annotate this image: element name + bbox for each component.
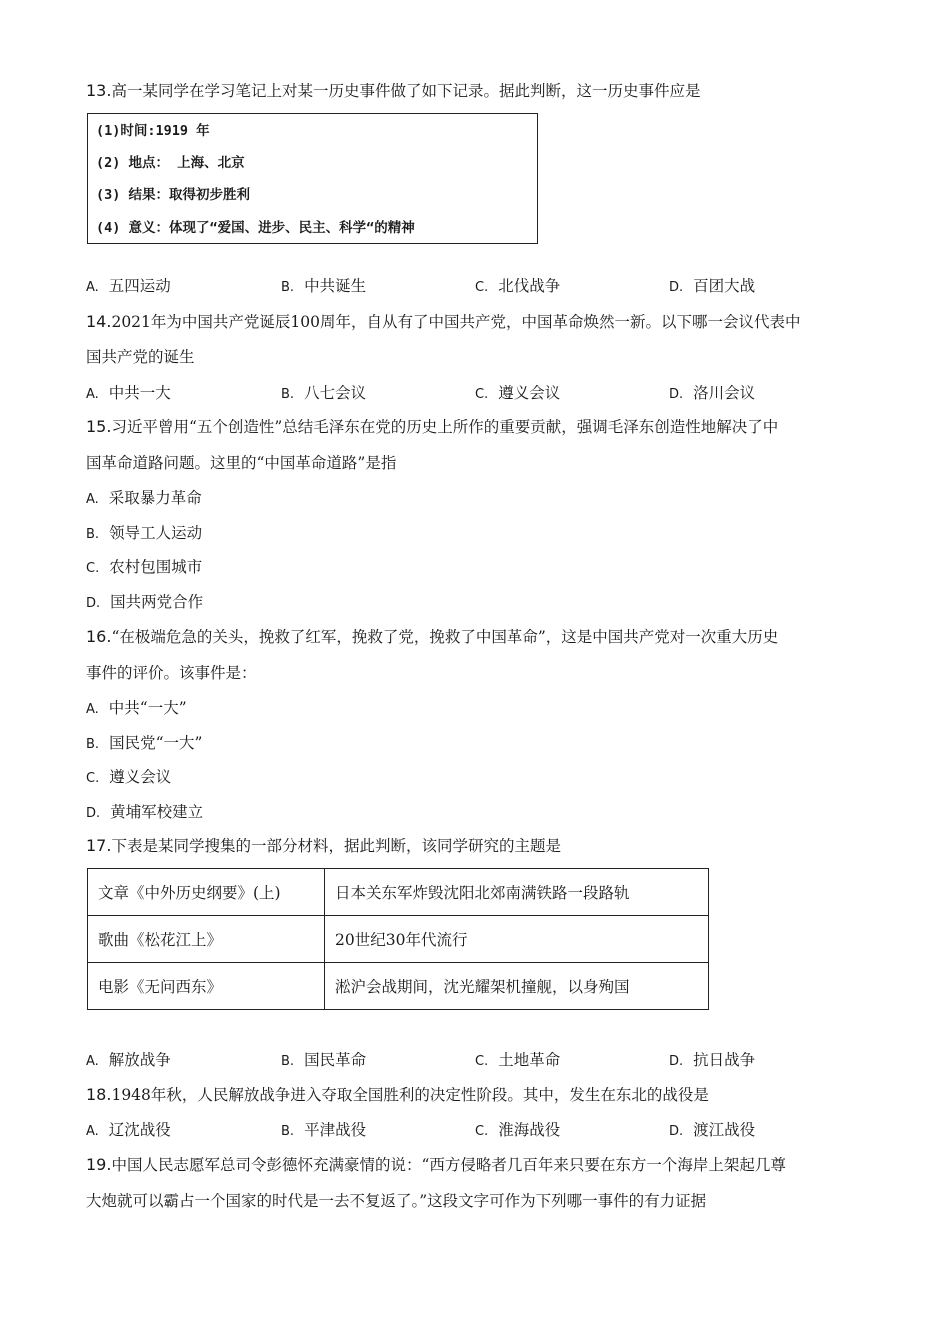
q14-option-c[interactable] (475, 383, 560, 405)
q16-number: 16. (86, 627, 112, 646)
q16-stem-line-1 (86, 627, 778, 647)
option-text: 八七会议 (304, 384, 367, 402)
option-letter: D. (669, 387, 684, 402)
option-letter: B. (86, 737, 100, 752)
q19-stem-line-1 (86, 1155, 786, 1175)
option-text: 采取暴力革命 (108, 489, 202, 507)
option-letter: B. (281, 387, 295, 402)
option-text: 农村包围城市 (109, 558, 203, 576)
q15-stem-line-2: 国革命道路问题。这里的“中国革命道路”是指 (86, 454, 397, 472)
q16-stem-text: “在极端危急的关头，挽救了红军，挽救了党，挽救了中国革命”，这是中国共产党对一次重大历史 (111, 628, 779, 646)
option-text: 洛川会议 (693, 384, 756, 402)
option-text: 北伐战争 (498, 277, 561, 295)
table-row (88, 869, 709, 916)
q13-note-1: (1)时间:1919 年 (96, 123, 210, 139)
option-text: 遵义会议 (498, 384, 561, 402)
option-letter: B. (281, 280, 295, 295)
q17-stem (86, 836, 561, 856)
q18-stem (86, 1085, 709, 1105)
option-text: 五四运动 (108, 277, 171, 295)
q19-number: 19. (86, 1155, 112, 1174)
q14-stem-text: 2021年为中国共产党诞辰100周年，自从有了中国共产党，中国革命焕然一新。以下哪一会议代表中 (111, 313, 801, 331)
q15-option-d[interactable] (86, 592, 203, 614)
option-text: 中共诞生 (304, 277, 367, 295)
option-text: 中共一大 (108, 384, 171, 402)
q17-stem-text: 下表是某同学搜集的一部分材料，据此判断，该同学研究的主题是 (111, 837, 561, 855)
table-row (88, 916, 709, 963)
q19-stem-text: 中国人民志愿军总司令彭德怀充满豪情的说：“西方侵略者几百年来只要在东方一个海岸上架起几尊 (111, 1156, 786, 1174)
option-letter: C. (475, 1054, 489, 1069)
option-letter: D. (669, 1124, 684, 1139)
q17-number: 17. (86, 836, 112, 855)
q18-stem-text: 1948年秋，人民解放战争进入夺取全国胜利的决定性阶段。其中，发生在东北的战役是 (111, 1086, 709, 1104)
q18-option-b[interactable] (281, 1120, 366, 1142)
q13-note-3: (3) 结果：取得初步胜利 (96, 187, 251, 203)
option-letter: C. (86, 771, 100, 786)
option-text: 国民革命 (304, 1051, 367, 1069)
option-text: 中共“一大” (108, 699, 187, 717)
option-text: 平津战役 (304, 1121, 367, 1139)
option-letter: A. (86, 702, 99, 717)
q14-stem-line-1 (86, 312, 801, 332)
table-cell: 日本关东军炸毁沈阳北郊南满铁路一段路轨 (325, 869, 709, 916)
table-cell: 文章《中外历史纲要》(上) (88, 869, 325, 916)
q18-option-d[interactable] (669, 1120, 755, 1142)
option-letter: A. (86, 1124, 99, 1139)
option-letter: D. (86, 596, 101, 611)
q13-note-4: (4) 意义：体现了“爱国、进步、民主、科学“的精神 (96, 220, 415, 236)
q15-stem-line-1 (86, 417, 778, 437)
q18-option-a[interactable] (86, 1120, 171, 1142)
q17-option-d[interactable] (669, 1050, 755, 1072)
option-letter: B. (86, 527, 100, 542)
q13-option-b[interactable] (281, 276, 366, 298)
option-text: 解放战争 (108, 1051, 171, 1069)
q18-option-c[interactable] (475, 1120, 560, 1142)
option-text: 渡江战役 (693, 1121, 756, 1139)
q16-stem-line-2: 事件的评价。该事件是： (86, 664, 257, 682)
q14-stem-line-2: 国共产党的诞生 (86, 348, 195, 366)
option-letter: C. (475, 387, 489, 402)
q16-option-a[interactable] (86, 698, 187, 720)
q13-note-2: (2) 地点： 上海、北京 (96, 155, 245, 171)
q18-number: 18. (86, 1085, 112, 1104)
q14-option-a[interactable] (86, 383, 171, 405)
option-letter: C. (475, 1124, 489, 1139)
q19-stem-line-2: 大炮就可以霸占一个国家的时代是一去不复返了。”这段文字可作为下列哪一事件的有力证据 (86, 1192, 707, 1210)
option-text: 黄埔军校建立 (110, 803, 204, 821)
option-letter: C. (86, 561, 100, 576)
q13-option-c[interactable] (475, 276, 560, 298)
option-text: 百团大战 (693, 277, 756, 295)
option-letter: B. (281, 1124, 295, 1139)
option-letter: D. (669, 280, 684, 295)
option-text: 土地革命 (498, 1051, 561, 1069)
option-letter: D. (669, 1054, 684, 1069)
table-cell: 淞沪会战期间，沈光耀架机撞舰，以身殉国 (325, 963, 709, 1010)
q13-number: 13. (86, 81, 112, 100)
table-cell: 电影《无问西东》 (88, 963, 325, 1010)
option-letter: D. (86, 806, 101, 821)
q15-number: 15. (86, 417, 112, 436)
option-text: 国民党“一大” (109, 734, 203, 752)
q15-stem-text: 习近平曾用“五个创造性”总结毛泽东在党的历史上所作的重要贡献，强调毛泽东创造性地解决了中 (111, 418, 779, 436)
q16-option-c[interactable] (86, 767, 171, 789)
option-text: 抗日战争 (693, 1051, 756, 1069)
table-cell: 20世纪30年代流行 (325, 916, 709, 963)
option-letter: A. (86, 387, 99, 402)
q17-option-c[interactable] (475, 1050, 560, 1072)
q15-option-b[interactable] (86, 523, 202, 545)
q16-option-d[interactable] (86, 802, 203, 824)
q16-option-b[interactable] (86, 733, 202, 755)
option-letter: A. (86, 280, 99, 295)
option-letter: A. (86, 1054, 99, 1069)
q13-note-box (87, 113, 538, 244)
q15-option-c[interactable] (86, 557, 202, 579)
table-row (88, 963, 709, 1010)
option-text: 辽沈战役 (108, 1121, 171, 1139)
q13-option-a[interactable] (86, 276, 171, 298)
option-letter: A. (86, 492, 99, 507)
q17-option-a[interactable] (86, 1050, 171, 1072)
q13-stem-text: 高一某同学在学习笔记上对某一历史事件做了如下记录。据此判断，这一历史事件应是 (111, 82, 701, 100)
option-letter: B. (281, 1054, 295, 1069)
table-cell: 歌曲《松花江上》 (88, 916, 325, 963)
option-text: 国共两党合作 (110, 593, 204, 611)
option-text: 遵义会议 (109, 768, 172, 786)
q14-option-d[interactable] (669, 383, 755, 405)
option-text: 淮海战役 (498, 1121, 561, 1139)
q13-option-d[interactable] (669, 276, 755, 298)
option-letter: C. (475, 280, 489, 295)
q17-material-table (87, 868, 709, 1010)
q15-option-a[interactable] (86, 488, 202, 510)
q14-number: 14. (86, 312, 112, 331)
q17-option-b[interactable] (281, 1050, 366, 1072)
q14-option-b[interactable] (281, 383, 366, 405)
option-text: 领导工人运动 (109, 524, 203, 542)
q13-stem (86, 81, 700, 101)
